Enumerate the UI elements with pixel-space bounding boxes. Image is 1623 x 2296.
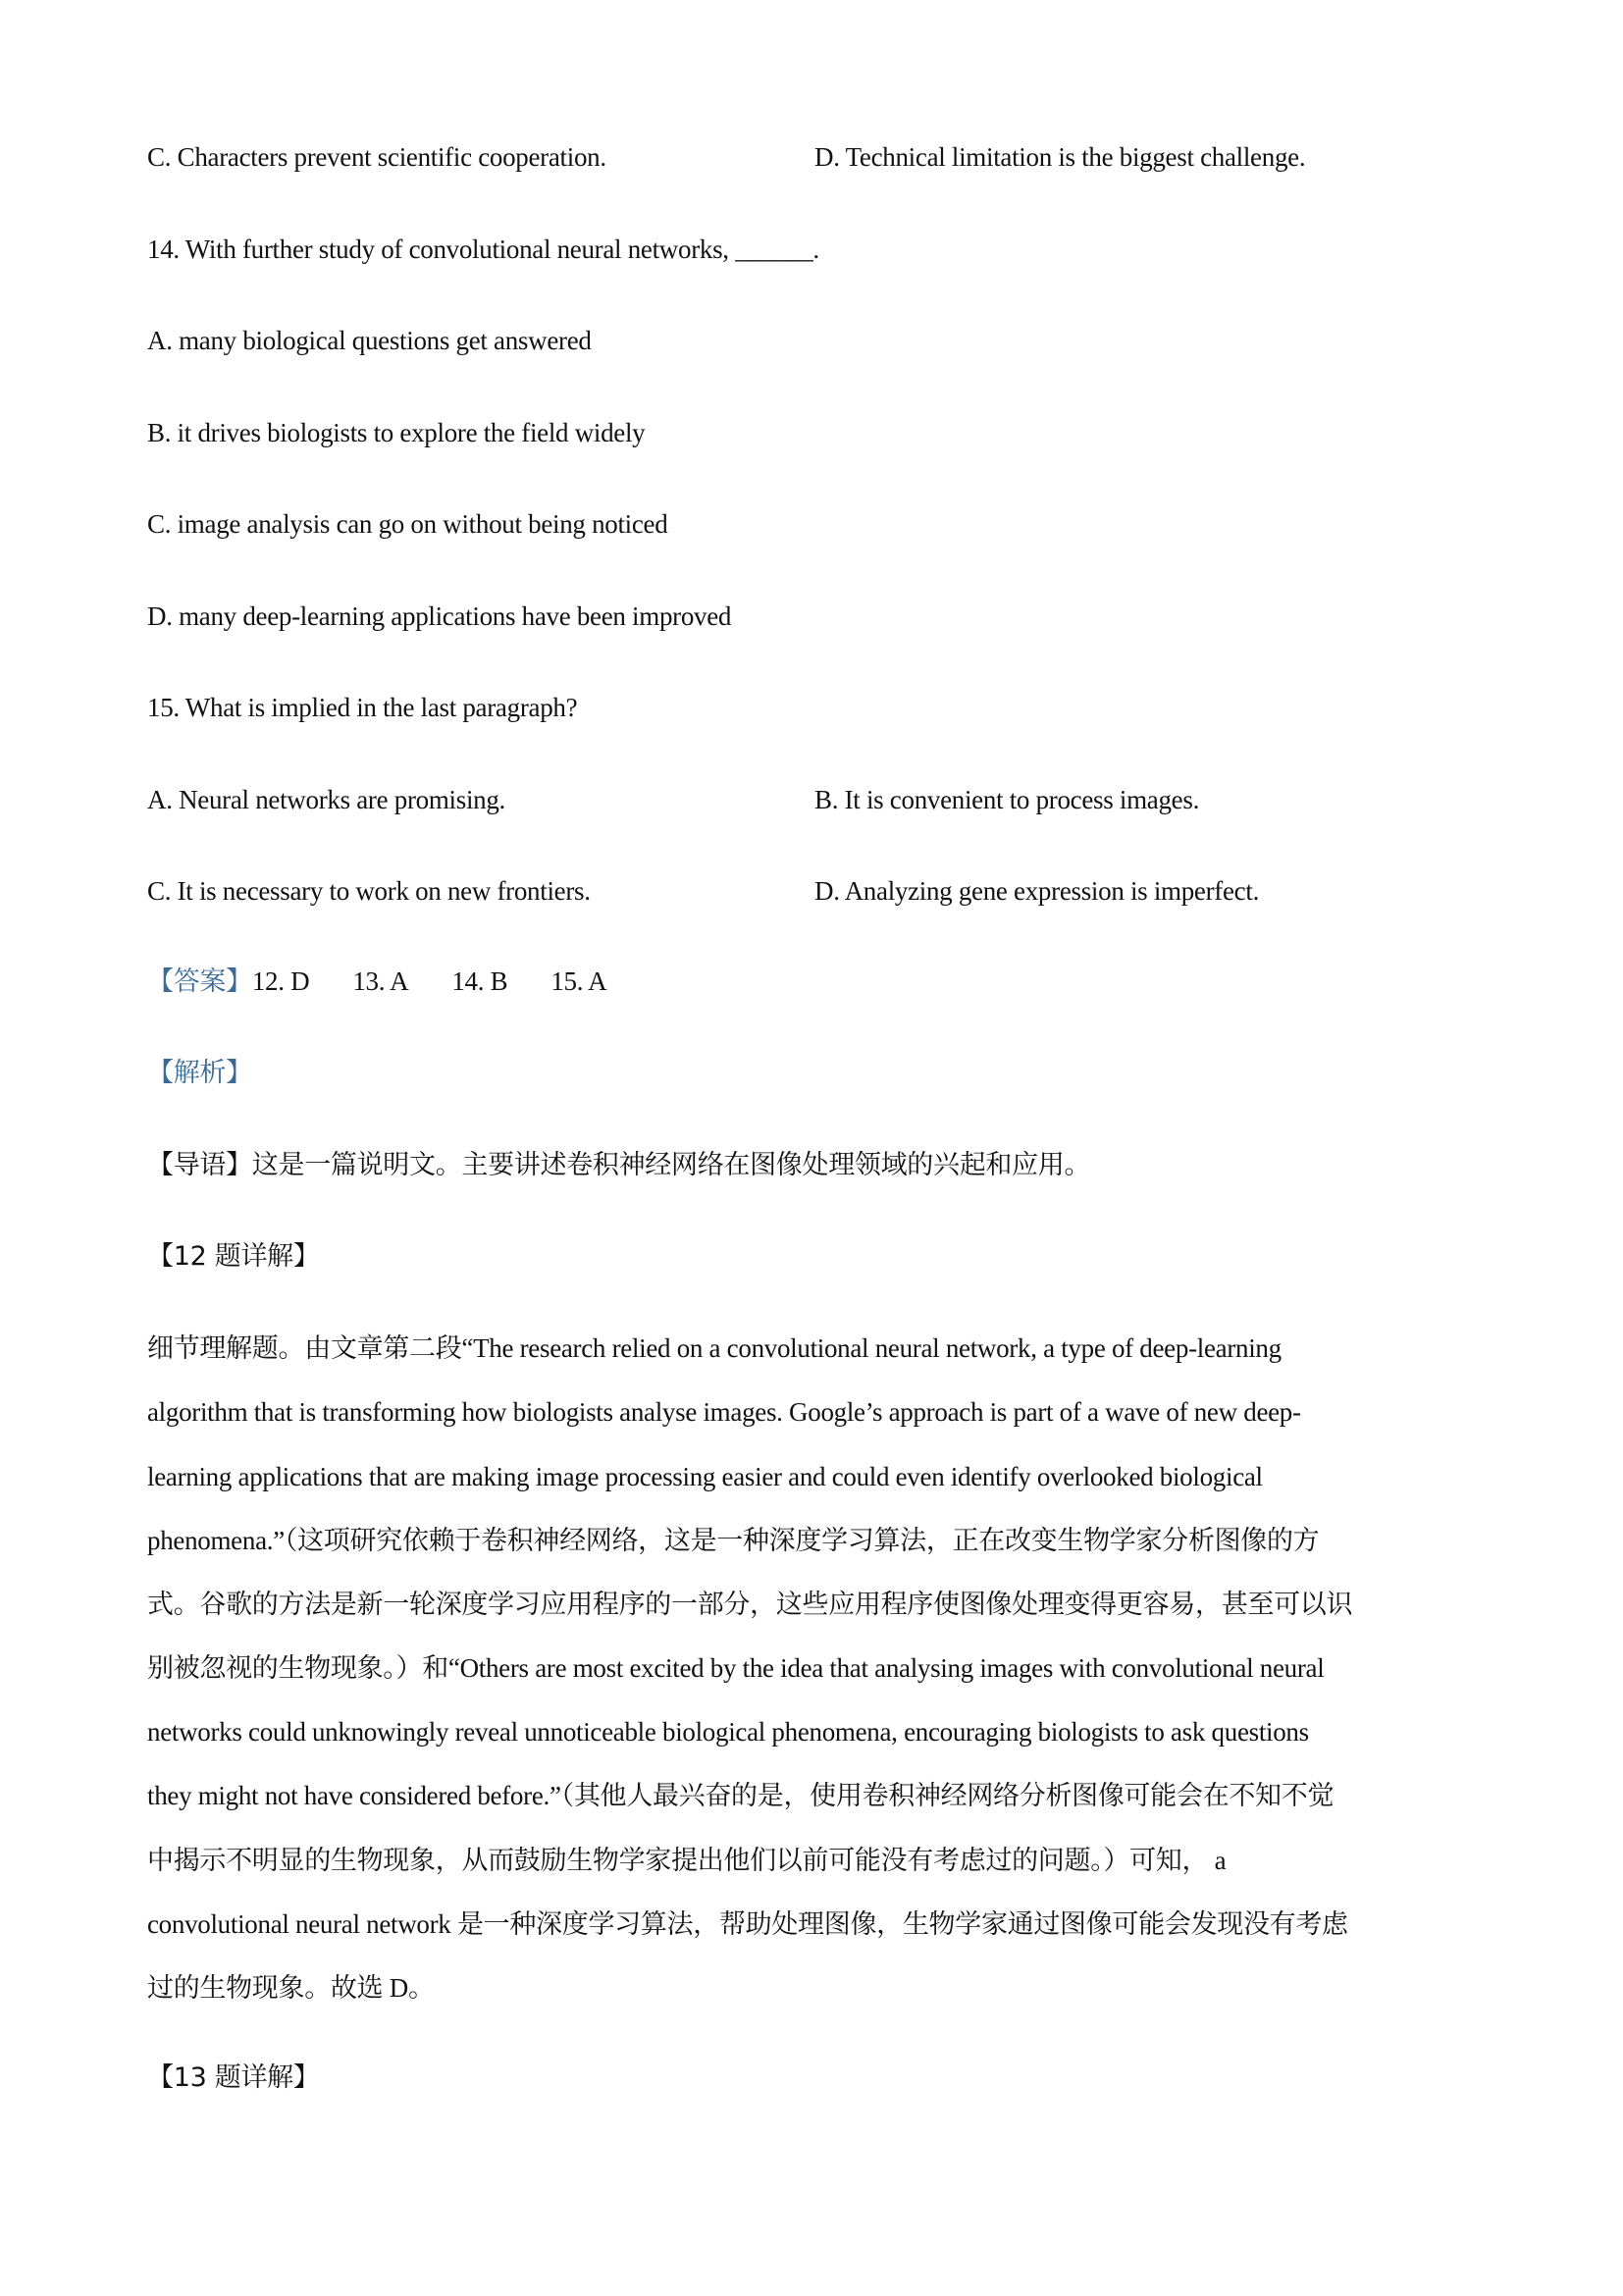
q12-explanation-line: 中揭示不明显的生物现象，从而鼓励生物学家提出他们以前可能没有考虑过的问题。）可知， a [147,1846,1227,1875]
answer-row [147,964,650,1000]
answer-item: 14. B [451,966,508,996]
q13-option-d: D. Technical limitation is the biggest challenge. [814,142,1306,172]
q14-option-d: D. many deep-learning applications have been improved [147,601,732,631]
analysis-intro: 【导语】这是一篇说明文。主要讲述卷积神经网络在图像处理领域的兴起和应用。 [147,1150,1091,1180]
q14-option-c: C. image analysis can go on without being noticed [147,509,668,539]
q12-explanation-line: convolutional neural network 是一种深度学习算法，帮助处理图像，生物学家通过图像可能会发现没有考虑 [147,1909,1348,1939]
answer-item: 15. A [550,966,607,996]
q12-explanation-line: 式。谷歌的方法是新一轮深度学习应用程序的一部分，这些应用程序使图像处理变得更容易，甚至可以识 [147,1590,1353,1619]
analysis-label: 【解析】 [147,1058,252,1088]
q12-explanation-line: learning applications that are making image processing easier and could even identify overlooked biological [147,1462,1263,1491]
q14-option-a: A. many biological questions get answered [147,326,592,355]
q15-option-a: A. Neural networks are promising. [147,785,506,814]
q12-explanation-line: algorithm that is transforming how biologists analyse images. Google’s approach is part of a wave of new deep- [147,1397,1301,1427]
q12-explanation-line: 细节理解题。由文章第二段“The research relied on a convolutional neural network, a type of deep-learning [147,1333,1282,1363]
q13-option-c: C. Characters prevent scientific cooperation. [147,142,606,172]
q13-detail-heading: 【13 题详解】 [147,2062,320,2093]
q15-stem: 15. What is implied in the last paragraph? [147,693,578,722]
answer-label: 【答案】 [147,966,252,997]
q12-explanation-line: 别被忽视的生物现象。）和“Others are most excited by the idea that analysing images with convolutional neural [147,1653,1325,1683]
q12-explanation-line: networks could unknowingly reveal unnoticeable biological phenomena, encouraging biologists to ask questions [147,1717,1309,1747]
q14-option-b: B. it drives biologists to explore the field widely [147,418,646,447]
q15-option-b: B. It is convenient to process images. [814,785,1200,814]
q14-stem: 14. With further study of convolutional neural networks, ______. [147,235,819,264]
answer-item: 12. D [251,966,310,996]
answer-item: 13. A [352,966,409,996]
q15-option-d: D. Analyzing gene expression is imperfect. [814,876,1260,906]
q15-option-c: C. It is necessary to work on new frontiers. [147,876,591,906]
q12-explanation-line: they might not have considered before.”（其他人最兴奋的是，使用卷积神经网络分析图像可能会在不知不觉 [147,1781,1335,1810]
q12-explanation-line: 过的生物现象。故选 D。 [147,1973,435,2003]
q12-detail-heading: 【12 题详解】 [147,1241,320,1272]
q12-explanation-line: phenomena.”（这项研究依赖于卷积神经网络，这是一种深度学习算法，正在改变生物学家分析图像的方 [147,1526,1320,1555]
